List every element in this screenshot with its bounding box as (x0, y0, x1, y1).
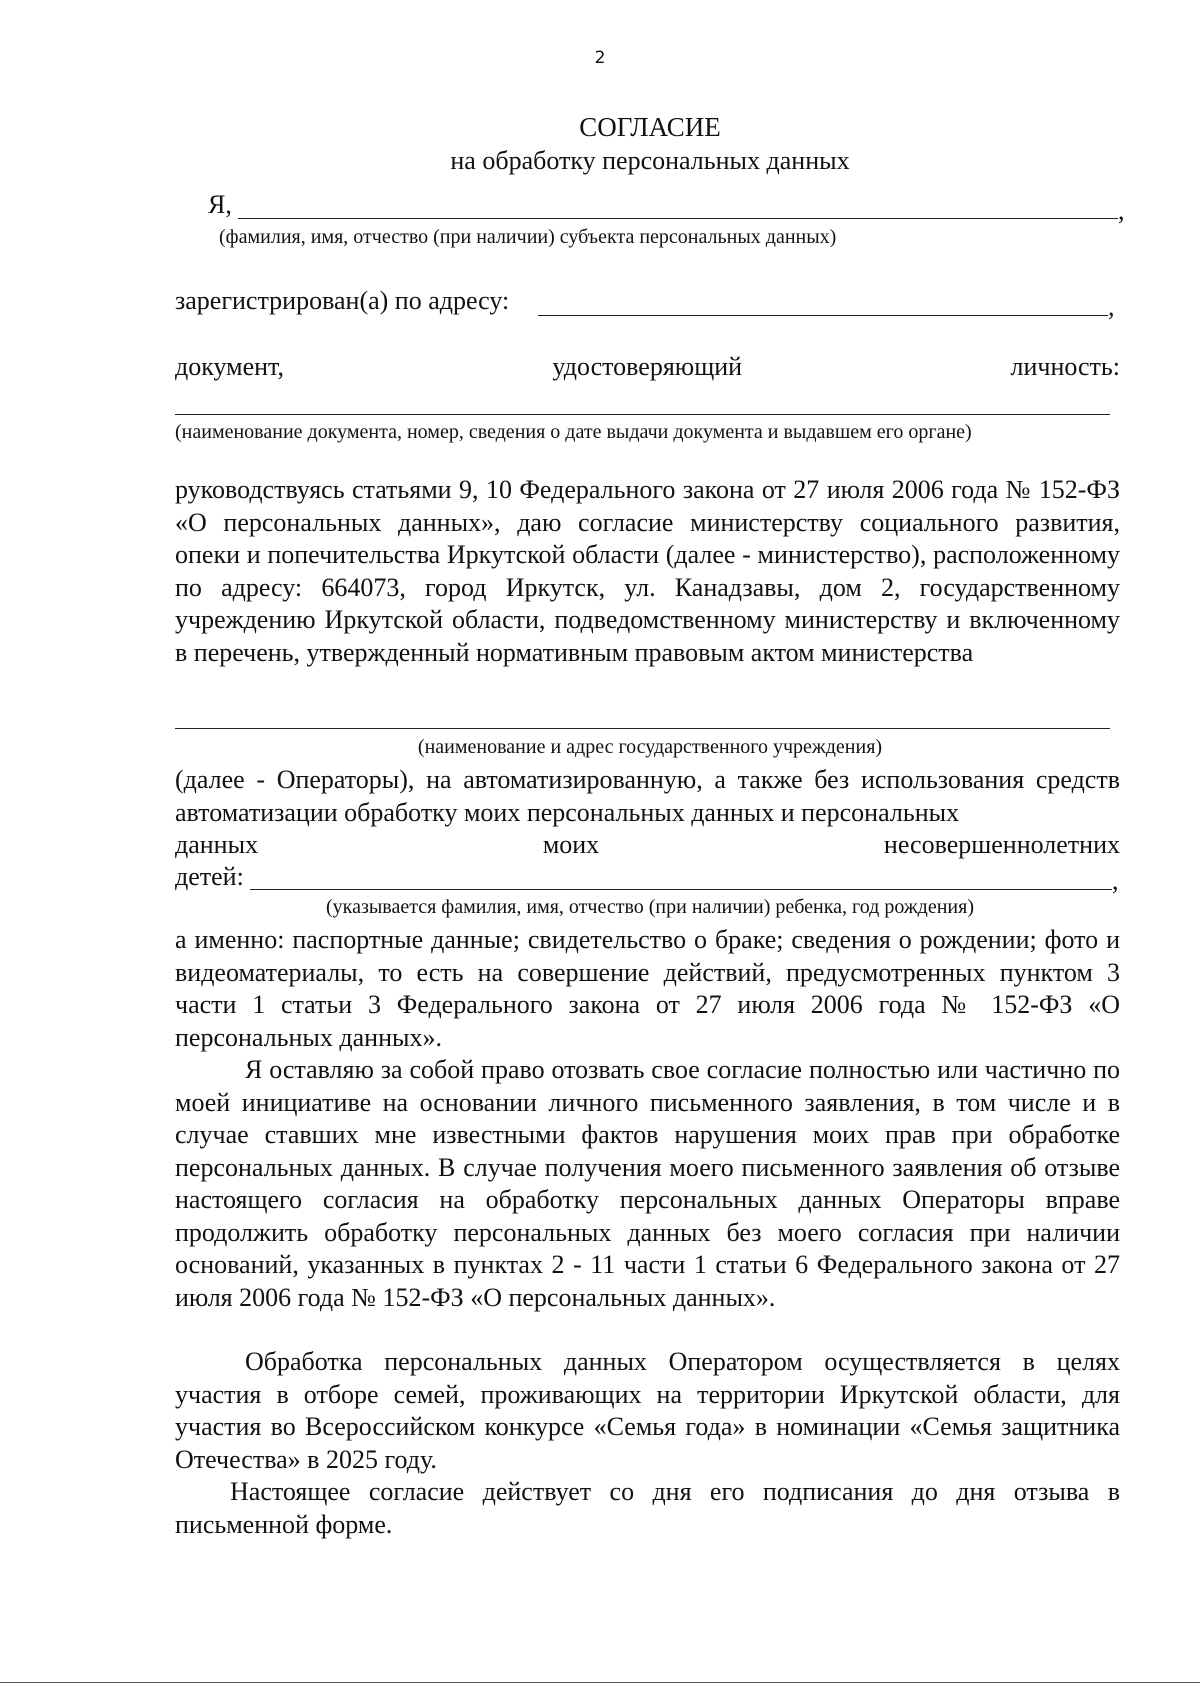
subject-name-field[interactable] (238, 218, 1118, 219)
subject-comma: , (1118, 196, 1125, 225)
children-field[interactable] (250, 889, 1112, 890)
page-bottom-rule (0, 1682, 1200, 1683)
minor-children-row (175, 830, 1120, 860)
document-word: документ, (175, 352, 284, 381)
document-caption: (наименование документа, номер, сведения о дате выдачи документа и выдавшем его органе) (175, 421, 972, 443)
my-word: моих (542, 830, 600, 859)
children-caption: (указывается фамилия, имя, отчество (при наличии) ребенка, год рождения) (326, 896, 974, 918)
data-word: данных (175, 830, 259, 859)
page-number: 2 (594, 48, 606, 68)
minors-word: несовершеннолетних (883, 830, 1120, 859)
document-label-row (175, 352, 1120, 382)
certifying-word: удостоверяющий (552, 352, 743, 381)
operators-paragraph: (далее - Операторы), на автоматизированную, а также без использования средств автоматизации обработку моих персональных данных и персональных (175, 765, 1120, 827)
institution-caption: (наименование и адрес государственного учреждения) (417, 736, 883, 758)
identity-word: личность: (1010, 352, 1120, 381)
guided-by-paragraph: руководствуясь статьями 9, 10 Федерального закона от 27 июля 2006 года № 152-ФЗ «О персональных данных», даю согласие министерству социального развития, опеки и попечительства Иркутской области (далее - министерство), расположенному по адресу: 664073, город Иркутск, ул. Канадзавы, дом 2, государственному учреждению Иркутской области, подведомственному министерству и включенному в перечень, утвержденный нормативным правовым актом министерства (175, 475, 1120, 667)
namely-paragraph: а именно: паспортные данные; свидетельство о браке; сведения о рождении; фото и видеоматериалы, то есть на совершение действий, предусмотренных пунктом 3 части 1 статьи 3 Федерального закона от 27 июля 2006 года № 152-ФЗ «О персональных данных». (175, 925, 1120, 1052)
revoke-paragraph: Я оставляю за собой право отозвать свое согласие полностью или частично по моей инициативе на основании личного письменного заявления, в том числе и в случае ставших мне известными фактов нарушения моих прав при обработке персональных данных. В случае получения моего письменного заявления об отзыве настоящего согласия на обработку персональных данных Операторы вправе продолжить обработку персональных данных без моего согласия при наличии оснований, указанных в пунктах 2 - 11 части 1 статьи 6 Федерального закона от 27 июля 2006 года № 152-ФЗ «О персональных данных». (175, 1055, 1120, 1312)
children-comma: , (1112, 866, 1119, 895)
institution-field[interactable] (175, 728, 1110, 729)
address-comma: , (1108, 292, 1115, 321)
subject-caption: (фамилия, имя, отчество (при наличии) субъекта персональных данных) (219, 226, 837, 248)
validity-paragraph: Настоящее согласие действует со дня его подписания до дня отзыва в письменной форме. (175, 1477, 1120, 1539)
identity-document-field[interactable] (175, 414, 1110, 415)
address-label: зарегистрирован(а) по адресу: (175, 286, 510, 315)
document-subtitle: на обработку персональных данных (450, 146, 850, 175)
document-title: СОГЛАСИЕ (579, 112, 721, 142)
subject-prefix: Я, (208, 190, 232, 219)
address-field[interactable] (538, 315, 1108, 316)
purpose-paragraph: Обработка персональных данных Оператором осуществляется в целях участия в отборе семей, проживающих на территории Иркутской области, для участия во Всероссийском конкурсе «Семья года» в номинации «Семья защитника Отечества» в 2025 году. (175, 1347, 1120, 1474)
children-label: детей: (175, 862, 244, 891)
